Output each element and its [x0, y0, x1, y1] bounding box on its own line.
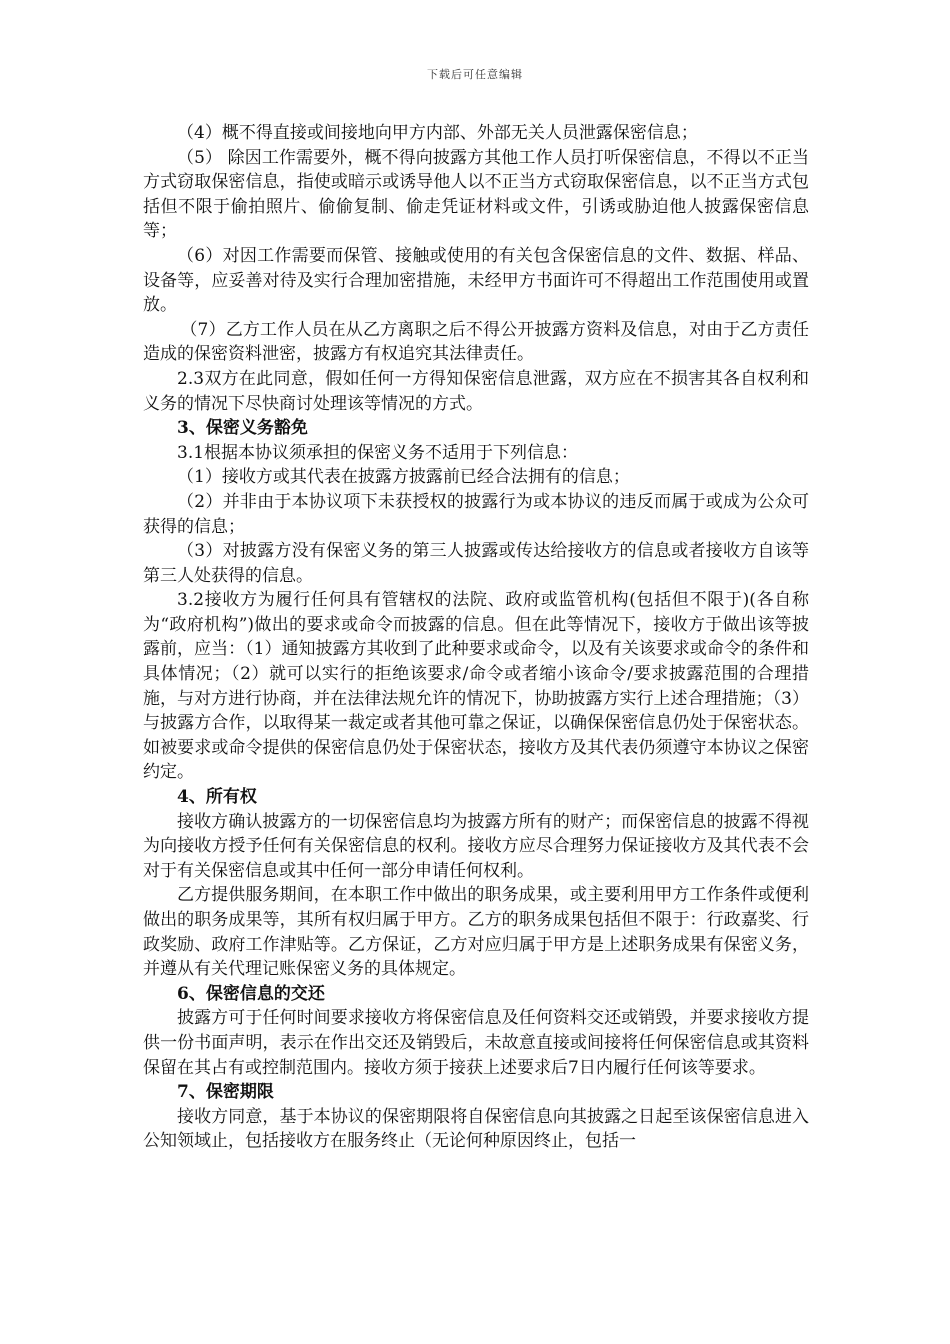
section-heading-4: 4、所有权 — [177, 787, 257, 808]
clause-3-1-1: （1）接收方或其代表在披露方披露前已经合法拥有的信息； — [177, 467, 630, 488]
return-paragraph: 披露方可于任何时间要求接收方将保密信息及任何资料交还或销毁，并要求接收方提供一份书面声明，表示在作出交还及销毁后，未故意直接或间接将任何保密信息或其资料保留在其占有或控制范围内。接收方须于接获上述要求后7日内履行任何该等要求。 — [143, 1008, 809, 1078]
clause-3-1-2: （2）并非由于本协议项下未获授权的披露行为或本协议的违反而属于或成为公众可获得的信息； — [143, 491, 809, 537]
page-header: 下载后可任意编辑 — [427, 68, 523, 81]
document-body — [143, 121, 809, 1154]
clause-4: （4）概不得直接或间接地向甲方内部、外部无关人员泄露保密信息； — [177, 123, 698, 143]
clause-3-2: 3.2接收方为履行任何具有管辖权的法院、政府或监管机构(包括但不限于)(各自称为“政府机构”)做出的要求或命令而披露的信息。但在此等情况下，接收方于做出该等披露前，应当：（1）通知披露方其收到了此种要求或命令，以及有关该要求或命令的条件和具体情况；（2）就可以实行的拒绝该要求/命令或者缩小该命令/要求披露范围的合理措施，与对方进行协商，并在法律法规允许的情况下，协助披露方实行上述合理措施；（3）与披露方合作，以取得某一裁定或者其他可靠之保证，以确保保密信息仍处于保密状态。如被要求或命令提供的保密信息仍处于保密状态，接收方及其代表仍须遵守本协议之保密约定。 — [143, 590, 809, 783]
ownership-paragraph-1: 接收方确认披露方的一切保密信息均为披露方所有的财产；而保密信息的披露不得视为向接收方授予任何有关保密信息的权利。接收方应尽合理努力保证接收方及其代表不会对于有关保密信息或其中任何一部分申请任何权利。 — [143, 811, 809, 881]
clause-6: （6）对因工作需要而保管、接触或使用的有关包含保密信息的文件、数据、样品、设备等，应妥善对待及实行合理加密措施，未经甲方书面许可不得超出工作范围使用或置放。 — [143, 245, 809, 316]
ownership-paragraph-2: 乙方提供服务期间，在本职工作中做出的职务成果，或主要利用甲方工作条件或便利做出的职务成果等，其所有权归属于甲方。乙方的职务成果包括但不限于：行政嘉奖、行政奖励、政府工作津贴等。乙方保证，乙方对应归属于甲方是上述职务成果有保密义务，并遵从有关代理记账保密义务的具体规定。 — [143, 885, 809, 980]
clause-7: （7）乙方工作人员在从乙方离职之后不得公开披露方资料及信息，对由于乙方责任造成的保密资料泄密，披露方有权追究其法律责任。 — [143, 319, 809, 365]
section-heading-6: 6、保密信息的交还 — [177, 983, 325, 1004]
clause-5: （5） 除因工作需要外，概不得向披露方其他工作人员打听保密信息，不得以不正当方式窃取保密信息，指使或暗示或诱导他人以不正当方式窃取保密信息，以不正当方式包括但不限于偷拍照片、偷偷复制、偷走凭证材料或文件，引诱或胁迫他人披露保密信息等； — [143, 147, 809, 242]
term-paragraph: 接收方同意，基于本协议的保密期限将自保密信息向其披露之日起至该保密信息进入公知领域止，包括接收方在服务终止（无论何种原因终止，包括一 — [143, 1106, 809, 1152]
clause-3-1-3: （3）对披露方没有保密义务的第三人披露或传达给接收方的信息或者接收方自该等第三人处获得的信息。 — [143, 541, 809, 586]
section-heading-3: 3、保密义务豁免 — [177, 418, 308, 439]
clause-2-3: 2.3双方在此同意，假如任何一方得知保密信息泄露，双方应在不损害其各自权利和义务的情况下尽快商讨处理该等情况的方式。 — [143, 368, 809, 414]
clause-3-1: 3.1根据本协议须承担的保密义务不适用于下列信息： — [177, 442, 579, 463]
section-heading-7: 7、保密期限 — [177, 1082, 274, 1103]
